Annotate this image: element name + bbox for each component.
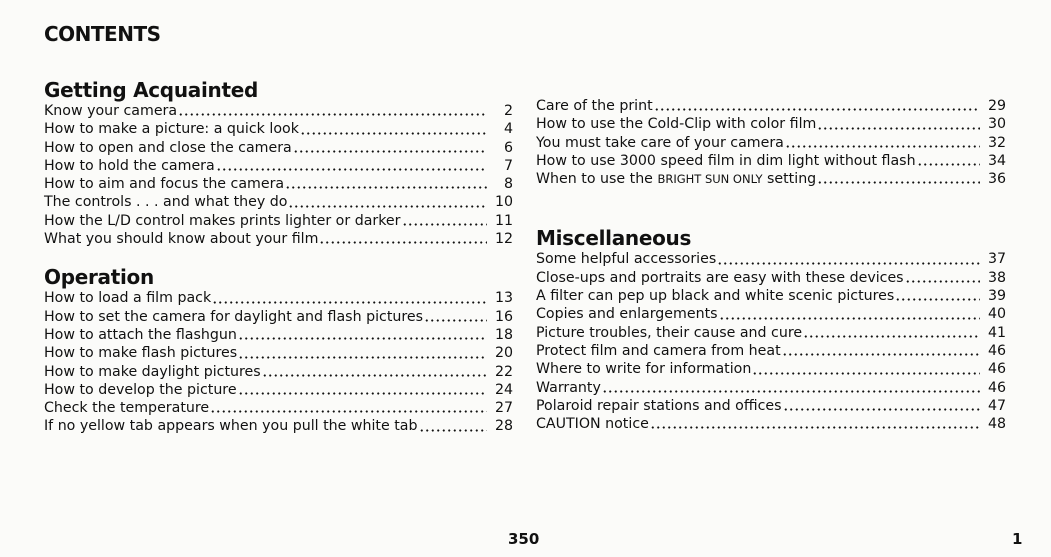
dot-leader <box>293 143 487 153</box>
dot-leader <box>917 156 980 166</box>
toc-entry-page: 39 <box>987 288 1006 305</box>
dot-leader <box>424 312 487 322</box>
toc-entry <box>44 102 513 120</box>
toc-entry-page: 11 <box>494 212 513 229</box>
toc-entry <box>44 175 513 193</box>
page-title: CONTENTS <box>44 22 161 46</box>
toc-entry-label: Some helpful accessories <box>536 251 717 268</box>
toc-entry-label: The controls . . . and what they do <box>44 194 288 211</box>
dot-leader <box>285 179 487 189</box>
dot-leader <box>238 349 487 359</box>
toc-entry-page: 29 <box>987 98 1006 114</box>
toc-entry-page: 20 <box>494 345 513 362</box>
dot-leader <box>210 403 487 413</box>
dot-leader <box>717 255 980 265</box>
toc-entry <box>536 170 1006 188</box>
toc-entry-page: 47 <box>987 397 1006 414</box>
dot-leader <box>402 216 488 226</box>
dot-leader <box>654 101 980 111</box>
toc-entry <box>44 120 513 138</box>
toc-entry <box>536 134 1006 152</box>
toc-entry <box>44 381 513 399</box>
dot-leader <box>752 365 980 375</box>
toc-entry-page: 46 <box>987 379 1006 396</box>
toc-entry <box>44 212 513 230</box>
toc-entry <box>536 342 1006 360</box>
toc-entry-page: 38 <box>987 269 1006 286</box>
toc-entry-page: 12 <box>494 231 513 248</box>
dot-leader <box>782 346 980 356</box>
toc-entry <box>44 289 513 307</box>
toc-entry-page: 4 <box>503 121 513 138</box>
toc-entry-label: How to load a film pack <box>44 290 212 307</box>
toc-entry-page: 7 <box>503 157 513 174</box>
toc-entry-page: 34 <box>987 152 1006 169</box>
toc-entry-label: A filter can pep up black and white scenic pictures <box>536 288 895 305</box>
entry-list <box>44 102 513 248</box>
toc-entry-page: 22 <box>494 363 513 380</box>
page-number: 1 <box>1012 530 1023 548</box>
toc-entry <box>44 326 513 344</box>
toc-entry-page: 48 <box>987 416 1006 433</box>
toc-entry <box>44 363 513 381</box>
dot-leader <box>178 106 487 116</box>
toc-entry <box>536 115 1006 133</box>
dot-leader <box>803 328 980 338</box>
right-column <box>536 97 1006 433</box>
toc-entry-label: What you should know about your film <box>44 231 319 248</box>
dot-leader <box>650 419 980 429</box>
toc-entry <box>536 269 1006 287</box>
toc-entry-page: 28 <box>494 418 513 435</box>
toc-entry-label: How to develop the picture <box>44 381 237 398</box>
toc-entry-label: Protect film and camera from heat <box>536 342 781 359</box>
toc-entry <box>44 157 513 175</box>
toc-entry-page: 10 <box>494 194 513 211</box>
dot-leader <box>785 138 980 148</box>
toc-entry-page: 40 <box>987 306 1006 323</box>
toc-entry <box>536 379 1006 397</box>
entry-list <box>536 97 1006 188</box>
dot-leader <box>288 198 487 208</box>
toc-entry-page: 30 <box>987 116 1006 133</box>
toc-entry <box>44 399 513 417</box>
toc-entry-page: 46 <box>987 342 1006 359</box>
dot-leader <box>817 120 980 130</box>
toc-entry <box>536 324 1006 342</box>
toc-entry <box>44 308 513 326</box>
toc-entry-label: Close-ups and portraits are easy with these devices <box>536 269 904 286</box>
footer-center-number: 350 <box>508 530 540 548</box>
dot-leader <box>212 294 487 304</box>
toc-entry-label: Care of the print <box>536 98 653 114</box>
toc-entry <box>536 415 1006 433</box>
toc-entry-label: How to make flash pictures <box>44 345 238 362</box>
section-heading: Getting Acquainted <box>44 78 258 102</box>
toc-entry-label: Polaroid repair stations and offices <box>536 397 782 414</box>
dot-leader <box>216 161 487 171</box>
toc-entry-page: 36 <box>987 171 1006 188</box>
entry-list <box>44 289 513 435</box>
toc-entry <box>536 97 1006 115</box>
toc-entry-page: 8 <box>503 176 513 193</box>
toc-entry-label <box>536 170 816 188</box>
dot-leader <box>319 234 487 244</box>
toc-entry-label: You must take care of your camera <box>536 134 784 151</box>
dot-leader <box>262 367 487 377</box>
toc-entry <box>44 417 513 435</box>
toc-entry <box>536 287 1006 305</box>
toc-entry <box>536 397 1006 415</box>
toc-entry-label: How the L/D control makes prints lighter or darker <box>44 212 401 229</box>
dot-leader <box>783 401 980 411</box>
toc-entry-label: Where to write for information <box>536 361 752 378</box>
left-column <box>44 78 513 454</box>
toc-entry-label: Copies and enlargements <box>536 306 718 323</box>
toc-entry-label: How to attach the flashgun <box>44 326 237 343</box>
toc-entry-page: 18 <box>494 326 513 343</box>
dot-leader <box>419 422 488 432</box>
toc-entry-page: 27 <box>494 400 513 417</box>
toc-entry-page: 6 <box>503 139 513 156</box>
section-heading: Miscellaneous <box>536 226 692 251</box>
toc-entry <box>44 230 513 248</box>
toc-entry-label: If no yellow tab appears when you pull the white tab <box>44 418 418 435</box>
section-getting-acquainted <box>44 78 513 248</box>
section-heading: Operation <box>44 265 154 290</box>
toc-entry-label: How to open and close the camera <box>44 139 292 156</box>
toc-entry-page: 46 <box>987 361 1006 378</box>
toc-entry-page: 41 <box>987 324 1006 341</box>
toc-entry-page: 13 <box>494 290 513 307</box>
label-text: When to use the <box>536 171 653 188</box>
label-smallcaps: BRIGHT SUN ONLY <box>657 172 763 187</box>
dot-leader <box>905 273 980 283</box>
toc-entry <box>536 360 1006 378</box>
toc-entry-page: 32 <box>987 134 1006 151</box>
toc-entry-label: How to make a picture: a quick look <box>44 121 299 138</box>
toc-entry <box>44 193 513 211</box>
section-operation <box>44 265 513 435</box>
toc-entry-label: How to use 3000 speed film in dim light without flash <box>536 152 916 169</box>
toc-entry-label: Check the temperature <box>44 400 210 417</box>
toc-entry-label: How to make daylight pictures <box>44 363 261 380</box>
dot-leader <box>895 291 980 301</box>
entry-list <box>536 250 1006 433</box>
toc-entry-label: CAUTION notice <box>536 416 649 433</box>
dot-leader <box>238 330 487 340</box>
toc-entry-page: 2 <box>503 103 513 119</box>
toc-entry-label: Picture troubles, their cause and cure <box>536 324 803 341</box>
toc-entry-label: How to use the Cold-Clip with color film <box>536 116 817 133</box>
toc-entry-page: 24 <box>494 381 513 398</box>
dot-leader <box>300 125 487 135</box>
toc-entry-page: 16 <box>494 308 513 325</box>
toc-entry-label: How to aim and focus the camera <box>44 176 285 193</box>
toc-entry-label: Warranty <box>536 379 601 396</box>
toc-entry <box>536 250 1006 268</box>
toc-entry-label: How to hold the camera <box>44 157 215 174</box>
toc-entry <box>536 152 1006 170</box>
toc-entry-page: 37 <box>987 251 1006 268</box>
dot-leader <box>602 383 980 393</box>
toc-entry-label: How to set the camera for daylight and flash pictures <box>44 308 424 325</box>
toc-entry <box>44 139 513 157</box>
dot-leader <box>719 310 980 320</box>
toc-entry-label: Know your camera <box>44 103 178 119</box>
label-text: setting <box>767 171 817 188</box>
toc-entry <box>536 305 1006 323</box>
dot-leader <box>817 174 980 184</box>
dot-leader <box>238 385 487 395</box>
toc-entry <box>44 344 513 362</box>
